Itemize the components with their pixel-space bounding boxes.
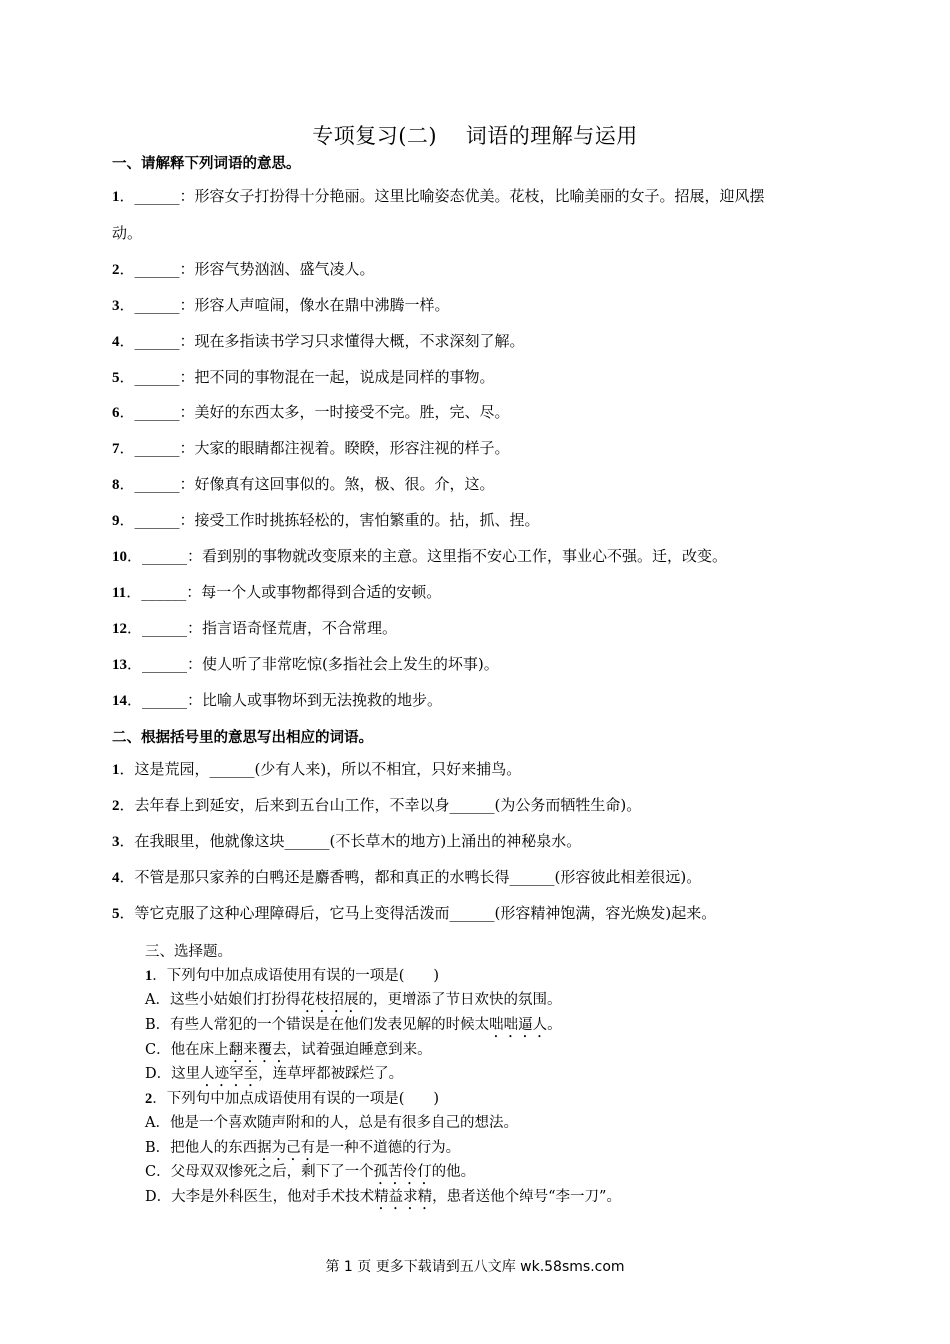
item-text: ．______：看到别的事物就改变原来的主意。这里指不安心工作，事业心不强。迁，改变。 — [127, 547, 728, 565]
item-number: 6 — [112, 405, 120, 421]
item-text: ．______：大家的眼睛都注视着。睽睽，形容注视的样子。 — [119, 439, 510, 457]
idiom: 随声附和 — [256, 1115, 315, 1131]
item-number: 2 — [112, 798, 120, 814]
option-text: 的，更增添了节日欢快的氛围。 — [358, 992, 562, 1008]
section2-item — [112, 895, 852, 932]
item-number: 7 — [112, 441, 120, 457]
item-text: ．______：比喻人或事物坏到无法挽救的地步。 — [127, 691, 443, 709]
item-text: ．______：使人听了非常吃惊(多指社会上发生的坏事)。 — [127, 655, 499, 673]
item-text: ．在我眼里，他就像这块______(不长草木的地方)上涌出的神秘泉水。 — [119, 832, 582, 850]
section2-item — [112, 823, 852, 860]
dotted-idiom: 精益求精 — [374, 1189, 433, 1205]
item-text: ．______：现在多指读书学习只求懂得大概，不求深刻了解。 — [119, 332, 525, 350]
item-text: ．______：把不同的事物混在一起，说成是同样的事物。 — [119, 368, 495, 386]
item-number: 8 — [112, 477, 120, 493]
section1-item — [112, 646, 852, 683]
question-text: ．下列句中加点成语使用有误的一项是( ) — [152, 1091, 440, 1107]
item-text: ．不管是那只家养的白鸭还是麝香鸭，都和真正的水鸭长得______(形容彼此相差很远)。 — [119, 868, 702, 886]
option-text: A．他是一个喜欢 — [145, 1115, 257, 1131]
item-number: 10 — [112, 549, 127, 565]
item-number: 2 — [112, 262, 120, 278]
dotted-idiom: 人迹罕至 — [200, 1066, 259, 1082]
item-text: ．______：接受工作时挑拣轻松的，害怕繁重的。拈，抓、捏。 — [119, 511, 540, 529]
option-text: D．大李是外科医生，他对手术技术 — [145, 1189, 375, 1205]
section1-item — [112, 251, 852, 288]
option-text: 。 — [547, 1017, 562, 1033]
section2-item — [112, 751, 852, 788]
item-text: ．______：美好的东西太多，一时接受不完。胜，完、尽。 — [119, 403, 510, 421]
section1-item — [112, 610, 852, 647]
item-text: ．等它克服了这种心理障碍后，它马上变得活泼而______(形容精神饱满，容光焕发)起来。 — [119, 904, 717, 922]
item-number: 3 — [112, 298, 120, 314]
option-text: B．有些人常犯的一个错误是在他们发表见解的时候太 — [145, 1017, 490, 1033]
item-text: ．______：形容气势汹汹、盛气凌人。 — [119, 260, 375, 278]
option-text: D．这里 — [145, 1066, 201, 1082]
option-text: B．把他人的东西 — [145, 1140, 258, 1156]
question-number: 2 — [145, 1091, 153, 1107]
section1-item — [112, 359, 852, 396]
item-text: ．______：好像真有这回事似的。煞，极、很。介，这。 — [119, 475, 495, 493]
option-text: 是一种不道德的行为。 — [315, 1140, 461, 1156]
dotted-idiom: 花枝招展 — [300, 992, 359, 1008]
option-text: C．父母双双惨死之后，剩下了一个 — [145, 1164, 374, 1180]
section2-item — [112, 787, 852, 824]
choice-option — [145, 1111, 518, 1132]
question-number: 1 — [145, 968, 153, 984]
section2-item — [112, 859, 852, 896]
item-number: 4 — [112, 334, 120, 350]
section1-heading: 一、请解释下列词语的意思。 — [112, 155, 301, 172]
section1-item — [112, 430, 852, 467]
choice-option — [145, 1013, 562, 1041]
item-number: 1 — [112, 189, 120, 205]
section1-item — [112, 323, 852, 360]
page-footer: 第 1 页 更多下载请到五八文库 wk.58sms.com — [325, 1259, 625, 1275]
item-number: 14 — [112, 693, 127, 709]
option-text: ，连草坪都被踩烂了。 — [258, 1066, 404, 1082]
choice-option — [145, 1160, 475, 1188]
item-number: 11 — [112, 585, 127, 601]
item-number: 12 — [112, 621, 127, 637]
section1-item — [112, 287, 852, 324]
section3-heading: 三、选择题。 — [145, 944, 232, 960]
item-number: 4 — [112, 870, 120, 886]
section2-heading: 二、根据括号里的意思写出相应的词语。 — [112, 729, 373, 746]
section1-item — [112, 466, 852, 503]
question-text: ．下列句中加点成语使用有误的一项是( ) — [152, 968, 440, 984]
item-number: 9 — [112, 513, 120, 529]
question-stem — [145, 1087, 439, 1108]
section1-item — [112, 394, 852, 431]
option-text: ，试着强迫睡意到来。 — [286, 1042, 432, 1058]
option-text: A．这些小姑娘们打扮得 — [145, 992, 301, 1008]
choice-option — [145, 988, 561, 1016]
item-number: 3 — [112, 834, 120, 850]
section1-item — [112, 178, 852, 251]
choice-option — [145, 1185, 621, 1213]
section1-item — [112, 502, 852, 539]
section1-item — [112, 574, 852, 611]
item-text: ．______：形容人声喧闹，像水在鼎中沸腾一样。 — [119, 296, 450, 314]
choice-option — [145, 1062, 403, 1090]
item-text: ．______：形容女子打扮得十分艳丽。这里比喻姿态优美。花枝，比喻美丽的女子。招展，迎风摆 — [119, 187, 765, 205]
item-number: 13 — [112, 657, 127, 673]
item-text-continuation: 动。 — [112, 224, 143, 242]
option-text: ，患者送他个绰号“李一刀”。 — [432, 1189, 621, 1205]
item-text: ．______：指言语奇怪荒唐，不合常理。 — [127, 619, 398, 637]
item-text: ．______：每一个人或事物都得到合适的安顿。 — [126, 583, 442, 601]
item-number: 5 — [112, 370, 120, 386]
section1-item — [112, 682, 852, 719]
option-text: C．他在床上 — [145, 1042, 229, 1058]
option-text: 的人，总是有很多自己的想法。 — [314, 1115, 518, 1131]
section1-item — [112, 538, 852, 575]
item-text: ．这是荒园，______(少有人来)，所以不相宜，只好来捕鸟。 — [119, 760, 522, 778]
item-number: 1 — [112, 762, 120, 778]
item-text: ．去年春上到延安，后来到五台山工作，不幸以身______(为公务而牺牲生命)。 — [119, 796, 642, 814]
page-title: 专项复习(二) 词语的理解与运用 — [312, 124, 638, 148]
item-number: 5 — [112, 906, 120, 922]
option-text: 的他。 — [431, 1164, 476, 1180]
dotted-idiom: 据为己有 — [257, 1140, 316, 1156]
dotted-idiom: 孤苦伶仃 — [373, 1164, 432, 1180]
question-stem — [145, 964, 439, 985]
dotted-idiom: 咄咄逼人 — [489, 1017, 548, 1033]
dotted-idiom: 翻来覆去 — [228, 1042, 287, 1058]
